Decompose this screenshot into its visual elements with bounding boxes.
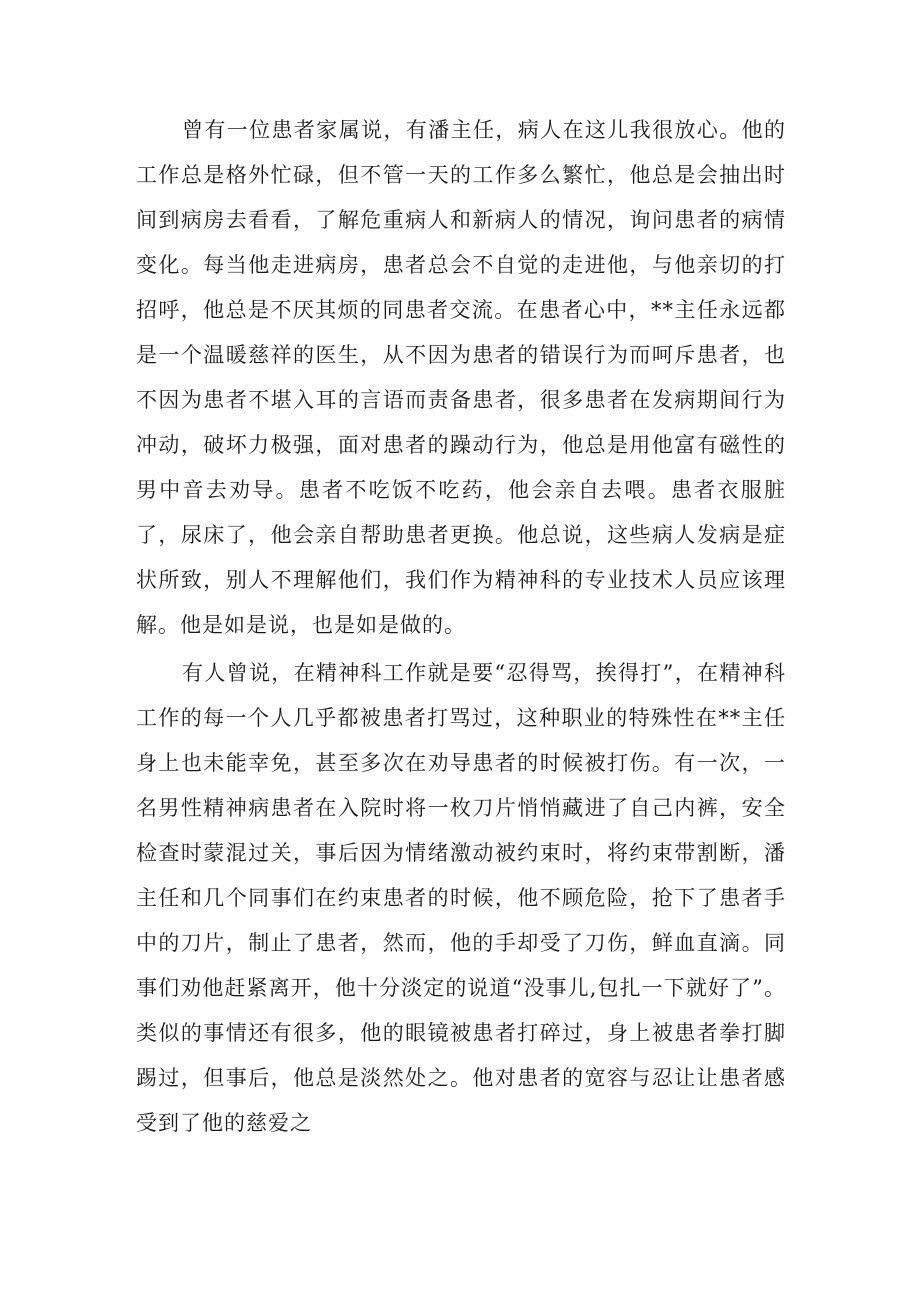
document-body (136, 108, 786, 1146)
paragraph-2: 有人曾说，在精神科工作就是要“忍得骂，挨得打”，在精神科工作的每一个人几乎都被患者打骂过，这种职业的特殊性在**主任身上也未能幸免，甚至多次在劝导患者的时候被打伤。有一次，一名男性精神病患者在入院时将一枚刀片悄悄藏进了自己内裤，安全检查时蒙混过关，事后因为情绪激动被约束时，将约束带割断，潘主任和几个同事们在约束患者的时候，他不顾危险，抢下了患者手中的刀片，制止了患者，然而，他的手却受了刀伤，鲜血直滴。同事们劝他赶紧离开，他十分淡定的说道“没事儿,包扎一下就好了”。类似的事情还有很多，他的眼镜被患者打碎过，身上被患者拳打脚踢过，但事后，他总是淡然处之。他对患者的宽容与忍让让患者感受到了他的慈爱之 (136, 661, 786, 1135)
paragraph-1: 曾有一位患者家属说，有潘主任，病人在这儿我很放心。他的工作总是格外忙碌，但不管一天的工作多么繁忙，他总是会抽出时间到病房去看看，了解危重病人和新病人的情况，询问患者的病情变化。每当他走进病房，患者总会不自觉的走进他，与他亲切的打招呼，他总是不厌其烦的同患者交流。在患者心中，**主任永远都是一个温暖慈祥的医生，从不因为患者的错误行为而呵斥患者，也不因为患者不堪入耳的言语而责备患者，很多患者在发病期间行为冲动，破坏力极强，面对患者的躁动行为，他总是用他富有磁性的男中音去劝导。患者不吃饭不吃药，他会亲自去喂。患者衣服脏了，尿床了，他会亲自帮助患者更换。他总说，这些病人发病是症状所致，别人不理解他们，我们作为精神科的专业技术人员应该理解。他是如是说，也是如是做的。 (136, 118, 786, 637)
